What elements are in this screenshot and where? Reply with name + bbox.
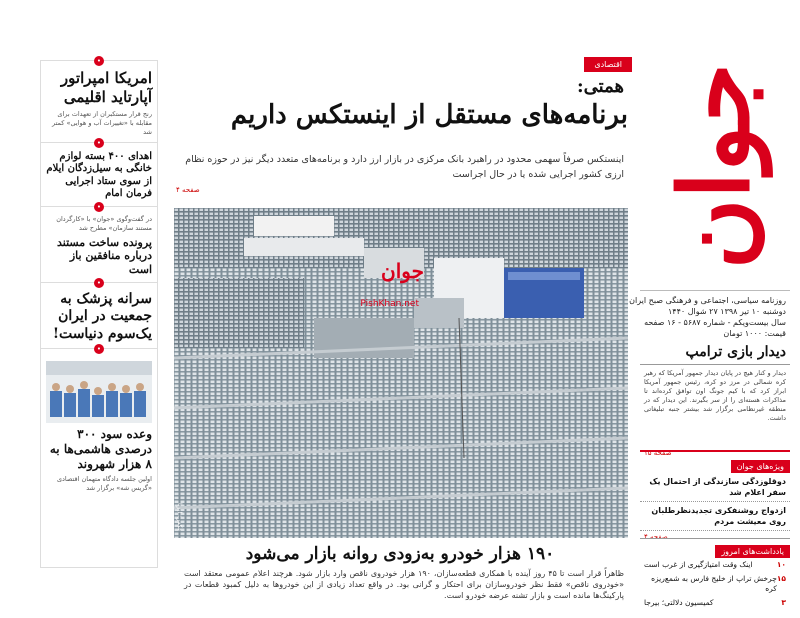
sidebar-item[interactable] xyxy=(41,57,157,143)
todays-notes xyxy=(640,538,790,610)
sidebar-item-title: وعده سود ۳۰۰ درصدی هاشمی‌ها به ۸ هزار شهروند xyxy=(49,427,152,472)
left-sidebar xyxy=(40,57,158,568)
note-text: اینک وقت امتیازگیری از غرب است xyxy=(644,560,753,569)
meta-line: سال بیست‌ویکم - شماره ۵۶۸۷ - ۱۶ صفحه xyxy=(644,318,786,327)
note-number: ۱۵ xyxy=(776,574,786,583)
logo-wordmark: جوان xyxy=(658,62,772,270)
photo-story-body: ظاهراً قرار است تا ۴۵ روز آینده با همکاری قطعه‌سازان، ۱۹۰ هزار خودروی ناقص وارد بازار شود. هرچند اعلام عمومی معتقد است «خودروی ناقص» فقط نظر خودروسازان برای احتکار و گرانی بود. در واقع تعداد زیادی از این خودروها به دلیل کمبود قطعات در پارکینگ‌ها مانده است و بازار تشنه عرضه خودرو است. xyxy=(184,569,624,600)
sidebar-item-sub: اولین جلسه دادگاه متهمان اقتصادی «گریس شه» برگزار شد xyxy=(56,475,152,493)
youth-specials xyxy=(640,450,790,543)
youth-page-ref: صفحه ۴ xyxy=(644,533,668,541)
note-item[interactable] xyxy=(640,596,790,610)
economy-tag xyxy=(584,52,632,72)
trump-page-ref: صفحه ۱۵ xyxy=(644,449,672,457)
courtroom-image xyxy=(46,361,152,423)
sidebar-dot-icon: • xyxy=(94,138,104,148)
photo-headline[interactable]: ۱۹۰ هزار خودرو به‌زودی روانه بازار می‌شود xyxy=(245,544,555,564)
sidebar-dot-icon: • xyxy=(94,344,104,354)
masthead-meta xyxy=(629,290,790,339)
sidebar-item-title: پرونده ساخت مستند درباره منافقین باز است xyxy=(57,235,152,276)
headline-kicker: همتی: xyxy=(577,76,624,97)
trump-article-body: دیدار و کنار هیچ در پایان دیدار جمهور آمریکا که رهبر کره شمالی در مرز دو کره، رئیس جمهور آمریکا ابراز کرد که با کیم جونگ اون توافق کرده‌اند تا مذاکرات هسته‌ای را از سر بگیرند. این دیدار که در منطقه غیرنظامی برگزار شد بیشتر جنبه تبلیغاتی داشت. xyxy=(644,369,786,422)
sidebar-dot-icon: • xyxy=(94,56,104,66)
notes-section-tag: یادداشت‌های امروز xyxy=(715,545,790,558)
newspaper-logo[interactable] xyxy=(640,50,790,282)
main-story-area xyxy=(170,52,632,600)
masthead-column xyxy=(629,50,790,607)
sidebar-item-title: اهدای ۴۰۰ بسته لوازم خانگی به سیل‌زدگان ایلام از سوی ستاد اجرایی فرمان امام xyxy=(46,150,152,199)
sidebar-item[interactable] xyxy=(41,345,157,498)
note-item[interactable] xyxy=(640,572,790,596)
trump-article[interactable] xyxy=(640,340,790,457)
section-tag-economy: اقتصادی xyxy=(584,57,632,72)
sidebar-item-title: امریکا امپراتور آپارتاید اقلیمی xyxy=(60,69,152,106)
note-number: ۳ xyxy=(781,598,786,607)
trump-article-title: دیدار بازی ترامپ xyxy=(640,340,790,365)
main-page-ref: صفحه ۴ xyxy=(176,186,200,194)
courtroom-photo xyxy=(46,361,152,423)
youth-item[interactable]: ازدواج روشنفکری تجدیدنظرطلبان روی معیشت مردم xyxy=(640,502,790,531)
youth-item[interactable]: دوقلوزدگی سازندگی از احتمال یک سفر اعلام شد xyxy=(640,473,790,502)
youth-section-tag: ویژه‌های جوان xyxy=(731,460,790,473)
sidebar-item-title: سرانه پزشک به جمعیت در ایران یک‌سوم دنیاست! xyxy=(52,290,152,342)
note-item[interactable] xyxy=(640,558,790,572)
sidebar-item[interactable] xyxy=(41,278,157,350)
sidebar-item[interactable] xyxy=(41,202,157,283)
sidebar-item-sub: رنج قرار مستکبران از تعهدات برای مقابله با «تغییرات آب و هوایی» کمتر شد xyxy=(52,109,152,136)
watermark-url: PishKhan.net xyxy=(360,299,419,309)
sidebar-item-sub: در گفت‌وگوی «جوان» با «کارگردان مستند سازمان» مطرح شد xyxy=(56,214,152,232)
note-number: ۱۰ xyxy=(776,560,786,569)
note-text: کمیسیون دلالتی؛ بیرجا xyxy=(644,598,714,607)
car-lot-image xyxy=(174,208,628,538)
watermark-logo: جوان xyxy=(381,259,424,283)
meta-line: روزنامه سیاسی، اجتماعی و فرهنگی صبح ایران xyxy=(629,296,786,305)
sidebar-dot-icon: • xyxy=(94,202,104,212)
note-text: چرخش تراپ از خلیج فارس به شمع‌ریزه کره xyxy=(651,574,777,593)
meta-line: قیمت: ۱۰۰۰ تومان xyxy=(723,329,786,338)
car-lot-photo[interactable] xyxy=(174,208,628,538)
main-lede: اینستکس صرفاً سهمی محدود در راهبرد بانک مرکزی در بازار ارز دارد و برنامه‌های متعدد دیگر نیز در حوزه نظام ارزی کشور اجرایی شده یا در حال اجراست xyxy=(185,154,624,180)
photo-credit: عکس: ایرنا xyxy=(176,503,183,532)
main-headline[interactable]: برنامه‌های مستقل از اینستکس داریم xyxy=(230,100,628,130)
sidebar-item[interactable] xyxy=(41,138,157,207)
sidebar-dot-icon: • xyxy=(94,278,104,288)
meta-line: دوشنبه ۱۰ تیر ۱۳۹۸ ۲۷ شوال ۱۴۴۰ xyxy=(667,307,786,316)
